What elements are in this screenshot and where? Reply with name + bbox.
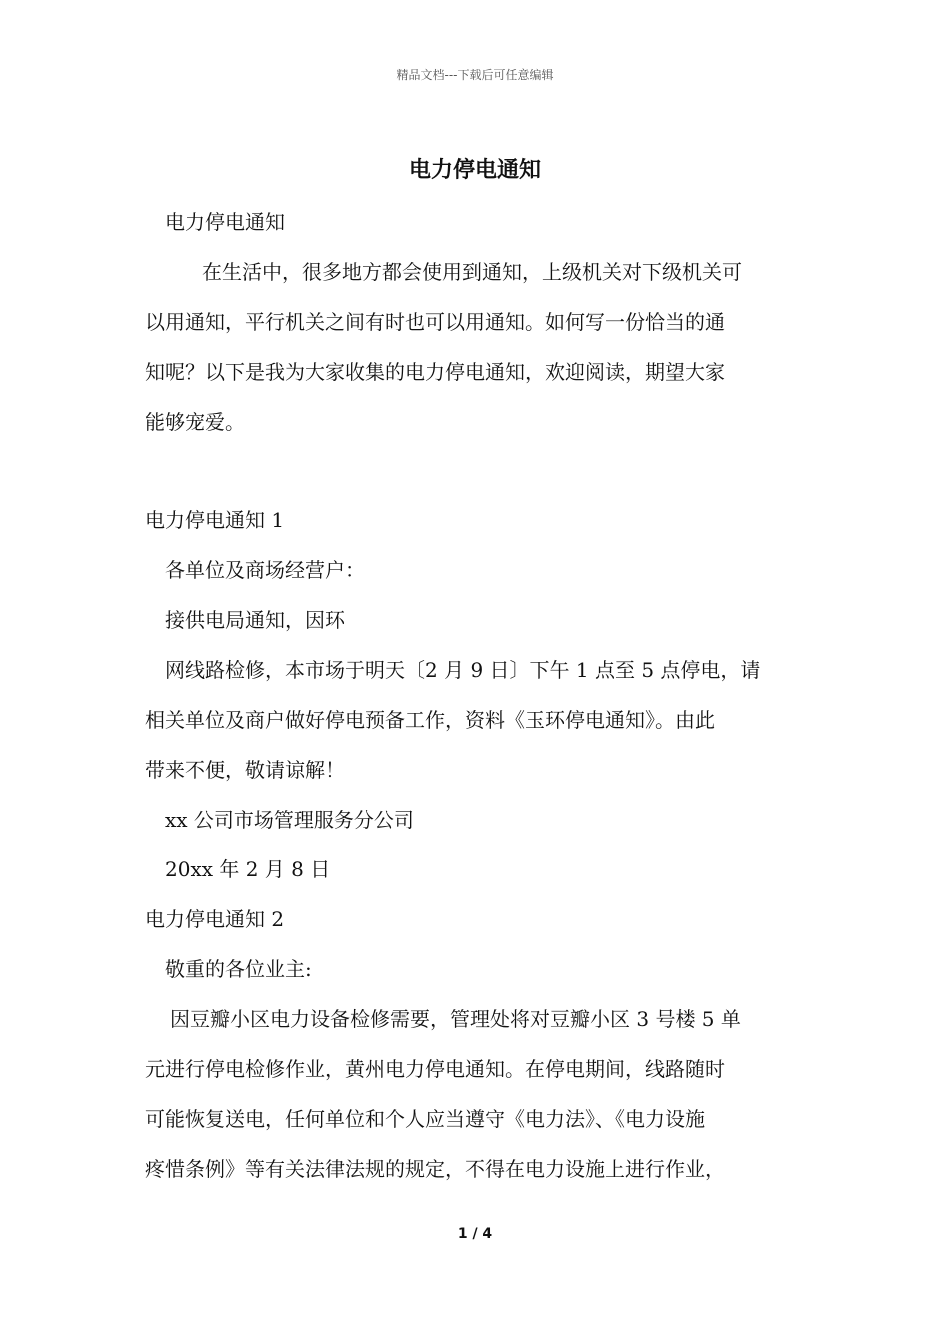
intro-line-1: 在生活中，很多地方都会使用到通知，上级机关对下级机关可 [202, 260, 742, 284]
intro-line-2: 以用通知，平行机关之间有时也可以用通知。如何写一份恰当的通 [145, 310, 725, 334]
notice2-line-3: 可能恢复送电，任何单位和个人应当遵守《电力法》、《电力设施 [145, 1107, 705, 1131]
notice1-line-2: 网线路检修，本市场于明天〔2 月 9 日〕下午 1 点至 5 点停电，请 [165, 658, 761, 682]
notice1-signature: xx 公司市场管理服务分公司 [165, 808, 414, 832]
intro-line-4: 能够宠爱。 [145, 410, 245, 434]
document-title: 电力停电通知 [408, 157, 541, 183]
notice2-line-4: 疼惜条例》等有关法律法规的规定，不得在电力设施上进行作业， [145, 1157, 725, 1181]
page-header: 精品文档---下载后可任意编辑 [396, 68, 554, 82]
notice1-line-1: 接供电局通知，因环 [165, 608, 345, 632]
section-heading-2: 电力停电通知 2 [145, 907, 285, 931]
notice1-line-4: 带来不便，敬请谅解！ [145, 758, 345, 782]
section-heading-1: 电力停电通知 1 [145, 508, 285, 532]
notice2-line-2: 元进行停电检修作业，黄州电力停电通知。在停电期间，线路随时 [145, 1057, 725, 1081]
page-number: 1 / 4 [457, 1226, 493, 1242]
notice1-line-3: 相关单位及商户做好停电预备工作，资料《玉环停电通知》。由此 [145, 708, 715, 732]
notice1-salutation: 各单位及商场经营户： [165, 558, 365, 582]
notice1-date: 20xx 年 2 月 8 日 [165, 857, 331, 881]
intro-line-3: 知呢？以下是我为大家收集的电力停电通知，欢迎阅读，期望大家 [145, 360, 725, 384]
subtitle-line: 电力停电通知 [165, 210, 285, 234]
notice2-salutation: 敬重的各位业主: [165, 957, 312, 981]
notice2-line-1: 因豆瓣小区电力设备检修需要，管理处将对豆瓣小区 3 号楼 5 单 [170, 1007, 741, 1031]
